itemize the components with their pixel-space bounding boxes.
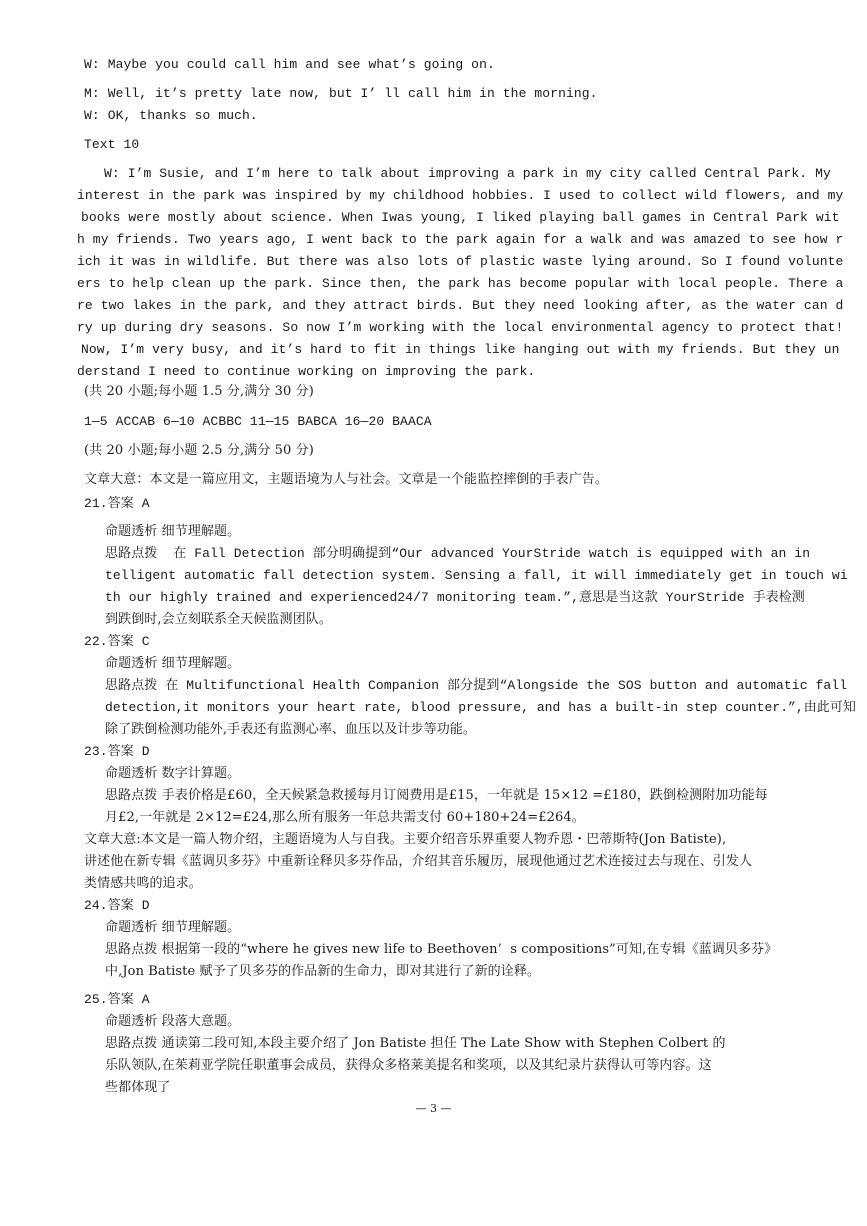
explanation-line: 些都体现了	[105, 1080, 171, 1095]
answer-key-line: 1—5 ACCAB 6—10 ACBBC 11—15 BABCA 16—20 BAACA	[84, 414, 432, 429]
question-type: 命题透析 细节理解题。	[105, 920, 241, 935]
section-note: (共 20 小题;每小题 1.5 分,满分 30 分)	[84, 384, 314, 399]
text10-line: W: I’m Susie, and I’m here to talk about improving a park in my city called Central Park. My	[104, 166, 831, 181]
question-type: 命题透析 数字计算题。	[105, 766, 241, 781]
text10-line: h my friends. Two years ago, I went back to the park again for a walk and was amazed to see how r	[77, 232, 844, 247]
explanation-line: 思路点拨 在 Fall Detection 部分明确提到“Our advanced YourStride watch is equipped with an in	[105, 546, 811, 561]
explanation-line: detection,it monitors your heart rate, blood pressure, and has a built-in step counter.”,由此可知	[105, 700, 856, 715]
summary-line: 文章大意:本文是一篇人物介绍，主题语境为人与自我。主要介绍音乐界重要人物乔恩・巴蒂斯特(Jon Batiste),	[84, 832, 727, 847]
text10-line: ers to help clean up the park. Since then, the park has become popular with local people. There a	[77, 276, 844, 291]
explanation-line: 乐队领队,在茱莉亚学院任职董事会成员，获得众多格莱美提名和奖项，以及其纪录片获得认可等内容。这	[105, 1058, 712, 1073]
explanation-line: th our highly trained and experienced24/7 monitoring team.”,意思是当这款 YourStride 手表检测	[105, 590, 805, 605]
explanation-line: 到跌倒时,会立刻联系全天候监测团队。	[105, 612, 332, 627]
text10-line: derstand I need to continue working on improving the park.	[77, 364, 536, 379]
section-note: (共 20 小题;每小题 2.5 分,满分 50 分)	[84, 443, 314, 458]
summary-line: 文章大意：本文是一篇应用文，主题语境为人与社会。文章是一个能监控摔倒的手表广告。	[84, 472, 609, 487]
answer-label: 23.答案 D	[84, 744, 150, 759]
question-type: 命题透析 细节理解题。	[105, 656, 241, 671]
explanation-line: 除了跌倒检测功能外,手表还有监测心率、血压以及计步等功能。	[105, 722, 477, 737]
text10-line: ry up during dry seasons. So now I’m working with the local environmental agency to protect that!	[77, 320, 844, 335]
dialogue-line: W: OK, thanks so much.	[84, 108, 258, 123]
explanation-line: 中,Jon Batiste 赋予了贝多芬的作品新的生命力，即对其进行了新的诠释。	[105, 964, 541, 979]
page-number: — 3 —	[415, 1102, 452, 1115]
answer-label: 24.答案 D	[84, 898, 150, 913]
explanation-line: 月£2,一年就是 2×12=£24,那么所有服务一年总共需支付 60+180+24=£264。	[105, 810, 585, 825]
explanation-line: telligent automatic fall detection system. Sensing a fall, it will immediately get in touch wi	[105, 568, 848, 583]
answer-label: 22.答案 C	[84, 634, 150, 649]
explanation-line: 思路点拨 根据第一段的“where he gives new life to Beethoven’ s compositions”可知,在专辑《蓝调贝多芬》	[105, 942, 778, 957]
summary-line: 讲述他在新专辑《蓝调贝多芬》中重新诠释贝多芬作品，介绍其音乐履历，展现他通过艺术连接过去与现在、引发人	[84, 854, 753, 869]
explanation-line: 思路点拨 通读第二段可知,本段主要介绍了 Jon Batiste 担任 The Late Show with Stephen Colbert 的	[105, 1036, 726, 1051]
answer-label: 25.答案 A	[84, 992, 150, 1007]
answer-label: 21.答案 A	[84, 496, 150, 511]
text10-line: books were mostly about science. When Iwas young, I liked playing ball games in Central Park wit	[81, 210, 840, 225]
text10-line: ich it was in wildlife. But there was also lots of plastic waste lying around. So I found volunte	[77, 254, 844, 269]
text10-line: re two lakes in the park, and they attract birds. But they need looking after, as the water can d	[77, 298, 844, 313]
question-type: 命题透析 段落大意题。	[105, 1014, 241, 1029]
dialogue-line: M: Well, it’s pretty late now, but I’ ll call him in the morning.	[84, 86, 598, 101]
text10-line: Now, I’m very busy, and it’s hard to fit in things like hanging out with my friends. But they un	[81, 342, 840, 357]
summary-line: 类情感共鸣的追求。	[84, 876, 202, 891]
explanation-line: 思路点拨 在 Multifunctional Health Companion 部分提到“Alongside the SOS button and automatic fall	[105, 678, 848, 693]
text10-line: interest in the park was inspired by my childhood hobbies. I used to collect wild flowers, and my	[77, 188, 844, 203]
dialogue-line: W: Maybe you could call him and see what’s going on.	[84, 57, 495, 72]
explanation-line: 思路点拨 手表价格是£60，全天候紧急救援每月订阅费用是£15，一年就是 15×12 =£180，跌倒检测附加功能每	[105, 788, 768, 803]
question-type: 命题透析 细节理解题。	[105, 524, 241, 539]
text10-heading: Text 10	[84, 137, 140, 152]
